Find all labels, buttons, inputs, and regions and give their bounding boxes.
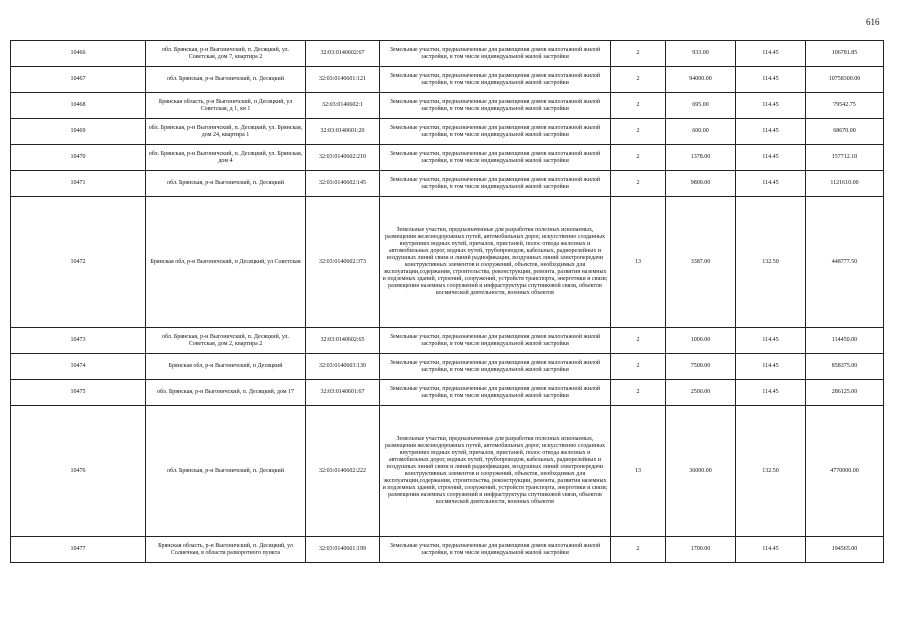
row-cadastral-number: 32:03:0140602:1	[306, 93, 380, 119]
row-rate: 114.45	[736, 380, 806, 406]
row-group: 2	[611, 119, 666, 145]
row-cadastral-number: 32:03:0140602:222	[306, 406, 380, 537]
row-address: обл. Брянская, р-н Выгоничский, п. Десяцкий, ул. Брянская, дом 4	[146, 145, 306, 171]
row-cadastral-value: 79542.75	[806, 93, 884, 119]
row-cadastral-number: 32:03:0140602:145	[306, 171, 380, 197]
row-group: 2	[611, 537, 666, 563]
row-rate: 114.45	[736, 93, 806, 119]
table-row	[11, 119, 884, 145]
row-cadastral-number: 32:03:0140603:130	[306, 354, 380, 380]
row-id: 10467	[11, 67, 146, 93]
table-row	[11, 171, 884, 197]
row-area: 2500.00	[666, 380, 736, 406]
row-address: обл. Брянская, р-н Выгоничский, п. Десяцкий, ул. Советская, дом 7, квартира 2	[146, 41, 306, 67]
row-land-use: Земельные участки, предназначенные для размещения домов малоэтажной жилой застройки, в том числе индивидуальной жилой застройки	[380, 537, 611, 563]
row-area: 933.00	[666, 41, 736, 67]
row-cadastral-value: 10758300.00	[806, 67, 884, 93]
row-cadastral-value: 106781.85	[806, 41, 884, 67]
row-cadastral-value: 4770000.00	[806, 406, 884, 537]
row-id: 10474	[11, 354, 146, 380]
row-cadastral-value: 194565.00	[806, 537, 884, 563]
row-address: Брянская обл, р-н Выгоничский, п Десяцкий	[146, 354, 306, 380]
row-id: 10476	[11, 406, 146, 537]
row-id: 10469	[11, 119, 146, 145]
row-land-use: Земельные участки, предназначенные для размещения домов малоэтажной жилой застройки, в том числе индивидуальной жилой застройки	[380, 41, 611, 67]
row-area: 94000.00	[666, 67, 736, 93]
row-group: 2	[611, 380, 666, 406]
row-cadastral-number: 32:03:0140602:373	[306, 197, 380, 328]
row-group: 13	[611, 197, 666, 328]
row-area: 1000.00	[666, 328, 736, 354]
row-id: 10475	[11, 380, 146, 406]
row-cadastral-value: 157712.10	[806, 145, 884, 171]
row-land-use: Земельные участки, предназначенные для разработки полезных ископаемых, размещения железнодорожных путей, автомобильных дорог, искусственно созданных внутренних водных путей, причалов, пристаней, полос отвода железных и автомобильных дорог, водных путей, трубопроводов, кабельных, радиорелейных и воздушных линий связи и линий радиофикации, воздушных линий электропередачи конструктивных элементов и сооружений, объектов, необходимых для эксплуатации,содержания, строительства, реконструкции, ремонта, развития наземных и подземных зданий, строений, сооружений, устройств транспорта, энергетики и связи; размещения наземных сооружений и инфраструктуры спутниковой связи, объектов космической деятельности, военных объектов	[380, 197, 611, 328]
row-rate: 114.45	[736, 328, 806, 354]
row-rate: 114.45	[736, 119, 806, 145]
table-row	[11, 93, 884, 119]
row-land-use: Земельные участки, предназначенные для размещения домов малоэтажной жилой застройки, в том числе индивидуальной жилой застройки	[380, 119, 611, 145]
row-rate: 132.50	[736, 406, 806, 537]
registry-body	[11, 41, 884, 563]
row-address: обл. Брянская, р-н Выгоничский, п. Десяцкий	[146, 171, 306, 197]
row-cadastral-number: 32:03:0140601:20	[306, 119, 380, 145]
registry-table	[10, 40, 884, 563]
row-cadastral-number: 32:03:0140601:67	[306, 380, 380, 406]
row-land-use: Земельные участки, предназначенные для размещения домов малоэтажной жилой застройки, в том числе индивидуальной жилой застройки	[380, 328, 611, 354]
table-row	[11, 145, 884, 171]
row-group: 2	[611, 41, 666, 67]
row-land-use: Земельные участки, предназначенные для размещения домов малоэтажной жилой застройки, в том числе индивидуальной жилой застройки	[380, 93, 611, 119]
row-rate: 114.45	[736, 41, 806, 67]
row-area: 7500.00	[666, 354, 736, 380]
row-cadastral-value: 1121610.00	[806, 171, 884, 197]
row-cadastral-number: 32:03:0140602:67	[306, 41, 380, 67]
table-row	[11, 67, 884, 93]
table-row	[11, 354, 884, 380]
row-rate: 114.45	[736, 67, 806, 93]
row-group: 2	[611, 93, 666, 119]
row-rate: 114.45	[736, 537, 806, 563]
row-group: 2	[611, 67, 666, 93]
row-area: 1378.00	[666, 145, 736, 171]
row-cadastral-value: 858375.00	[806, 354, 884, 380]
row-cadastral-value: 68670.00	[806, 119, 884, 145]
row-rate: 114.45	[736, 354, 806, 380]
row-id: 10466	[11, 41, 146, 67]
row-cadastral-value: 114450.00	[806, 328, 884, 354]
row-rate: 114.45	[736, 171, 806, 197]
table-row	[11, 406, 884, 537]
row-area: 695.00	[666, 93, 736, 119]
row-id: 10473	[11, 328, 146, 354]
row-id: 10472	[11, 197, 146, 328]
row-group: 2	[611, 171, 666, 197]
row-cadastral-number: 32:03:0140601:199	[306, 537, 380, 563]
row-address: обл. Брянская, р-н Выгоничский, п. Десяцкий	[146, 67, 306, 93]
row-land-use: Земельные участки, предназначенные для размещения домов малоэтажной жилой застройки, в том числе индивидуальной жилой застройки	[380, 171, 611, 197]
row-id: 10468	[11, 93, 146, 119]
row-land-use: Земельные участки, предназначенные для размещения домов малоэтажной жилой застройки, в том числе индивидуальной жилой застройки	[380, 145, 611, 171]
row-cadastral-value: 448777.50	[806, 197, 884, 328]
row-land-use: Земельные участки, предназначенные для размещения домов малоэтажной жилой застройки, в том числе индивидуальной жилой застройки	[380, 67, 611, 93]
row-address: обл. Брянская, р-н Выгоничский, п. Десяцкий, дом 17	[146, 380, 306, 406]
row-id: 10471	[11, 171, 146, 197]
row-land-use: Земельные участки, предназначенные для размещения домов малоэтажной жилой застройки, в том числе индивидуальной жилой застройки	[380, 354, 611, 380]
row-area: 600.00	[666, 119, 736, 145]
row-address: обл. Брянская, р-н Выгоничский, п. Десяцкий, ул. Брянская, дом 24, квартира 1	[146, 119, 306, 145]
row-area: 3387.00	[666, 197, 736, 328]
row-group: 2	[611, 145, 666, 171]
row-group: 2	[611, 328, 666, 354]
row-id: 10470	[11, 145, 146, 171]
row-id: 10477	[11, 537, 146, 563]
row-group: 13	[611, 406, 666, 537]
row-cadastral-number: 32:03:0140602:65	[306, 328, 380, 354]
table-row	[11, 328, 884, 354]
table-row	[11, 41, 884, 67]
row-cadastral-number: 32:03:0140602:210	[306, 145, 380, 171]
row-area: 1700.00	[666, 537, 736, 563]
row-address: обл. Брянская, р-н Выгоничский, п. Десяцкий	[146, 406, 306, 537]
row-cadastral-number: 32:03:0140601:121	[306, 67, 380, 93]
table-row	[11, 197, 884, 328]
table-row	[11, 537, 884, 563]
page-number: 616	[866, 17, 880, 27]
row-address: Брянская обл, р-н Выгоничский, п Десяцкий, ул Советская	[146, 197, 306, 328]
row-rate: 132.50	[736, 197, 806, 328]
row-area: 36000.00	[666, 406, 736, 537]
row-area: 9800.00	[666, 171, 736, 197]
row-address: Брянская область, р-н Выгоничский, п Десяцкий, ул Советская, д 1, кв 1	[146, 93, 306, 119]
row-group: 2	[611, 354, 666, 380]
row-land-use: Земельные участки, предназначенные для размещения домов малоэтажной жилой застройки, в том числе индивидуальной жилой застройки	[380, 380, 611, 406]
row-address: Брянская область, р-н Выгоничский, п. Десяцкий, ул Солнечная, в области разворотного пункта	[146, 537, 306, 563]
row-rate: 114.45	[736, 145, 806, 171]
row-land-use: Земельные участки, предназначенные для разработки полезных ископаемых, размещения железнодорожных путей, автомобильных дорог, искусственно созданных внутренних водных путей, причалов, пристаней, полос отвода железных и автомобильных дорог, водных путей, трубопроводов, кабельных, радиорелейных и воздушных линий связи и линий радиофикации, воздушных линий электропередачи конструктивных элементов и сооружений, объектов, необходимых для эксплуатации,содержания, строительства, реконструкции, ремонта, развития наземных и подземных зданий, строений, сооружений, устройств транспорта, энергетики и связи; размещения наземных сооружений и инфраструктуры спутниковой связи, объектов космической деятельности, военных объектов	[380, 406, 611, 537]
row-address: обл. Брянская, р-н Выгоничский, п. Десяцкий, ул. Советская, дом 2, квартира 2	[146, 328, 306, 354]
row-cadastral-value: 286125.00	[806, 380, 884, 406]
table-row	[11, 380, 884, 406]
